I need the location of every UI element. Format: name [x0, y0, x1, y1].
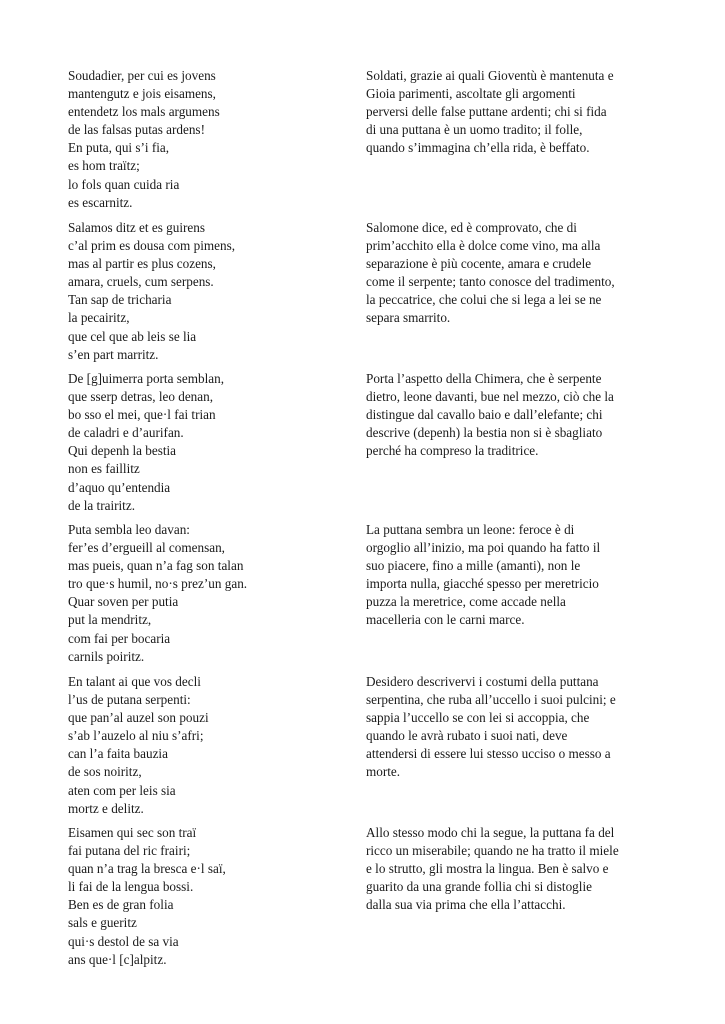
translation-line: come il serpente; tanto conosce del tradimento,: [366, 274, 615, 290]
translation-paragraph: [366, 673, 666, 782]
translation-line: descrive (depenh) la bestia non si è sbagliato: [366, 425, 603, 441]
translation-paragraph: [366, 370, 666, 460]
verse-line: De [g]uimerra porta semblan,: [68, 371, 224, 386]
translation-line: e lo strutto, gli mostra la lingua. Ben è salvo e: [366, 861, 609, 877]
verse-line: aten com per leis sia: [68, 782, 176, 798]
translation-paragraph: [366, 219, 666, 328]
verse-line: entendetz los mals argumens: [68, 104, 220, 120]
verse-line: En talant ai que vos decli: [68, 674, 201, 689]
translation-line: Porta l’aspetto della Chimera, che è serpente: [366, 371, 602, 386]
translation-line: Salomone dice, ed è comprovato, che di: [366, 220, 577, 235]
original-stanza: [68, 370, 338, 515]
translation-line: puzza la meretrice, come accade nella: [366, 594, 566, 610]
verse-line: que cel que ab leis se lia: [68, 328, 197, 344]
verse-line: de sos noiritz,: [68, 764, 142, 780]
verse-line: fai putana del ric frairi;: [68, 843, 191, 859]
verse-line: com fai per bocaria: [68, 630, 171, 646]
translation-line: dietro, leone davanti, bue nel mezzo, ciò che la: [366, 389, 614, 405]
verse-line: fer’es d’ergueill al comensan,: [68, 540, 225, 556]
verse-line: li fai de la lengua bossi.: [68, 879, 194, 895]
verse-line: Quar soven per putia: [68, 594, 179, 610]
original-stanza: [68, 521, 338, 666]
translation-line: la peccatrice, che colui che si lega a lei se ne: [366, 292, 602, 308]
translation-line: attendersi di essere lui stesso ucciso o messo a: [366, 746, 611, 762]
verse-line: l’us de putana serpenti:: [68, 692, 191, 708]
verse-line: que sserp detras, leo denan,: [68, 389, 214, 405]
verse-line: de caladri e d’aurifan.: [68, 425, 184, 441]
translation-line: La puttana sembra un leone: feroce è di: [366, 522, 575, 537]
verse-line: de la trairitz.: [68, 497, 135, 513]
translation-line: separa smarrito.: [366, 310, 451, 326]
translation-line: prim’acchito ella è dolce come vino, ma alla: [366, 238, 601, 254]
verse-line: can l’a faita bauzia: [68, 746, 168, 762]
original-stanza: [68, 219, 338, 364]
translation-line: guarito da una grande follia chi si distoglie: [366, 879, 592, 895]
translation-line: perché ha compreso la traditrice.: [366, 443, 539, 459]
translation-line: perversi delle false puttane ardenti; chi si fida: [366, 104, 607, 120]
verse-line: mas al partir es plus cozens,: [68, 256, 216, 272]
verse-line: Ben es de gran folia: [68, 897, 174, 913]
translation-line: dalla sua via prima che ella l’attacchi.: [366, 897, 566, 913]
verse-line: Puta sembla leo davan:: [68, 522, 190, 537]
translation-line: suo piacere, fino a mille (amanti), non le: [366, 558, 581, 574]
translation-line: distingue dal cavallo baio e dall’elefante; chi: [366, 407, 603, 423]
original-stanza: [68, 67, 338, 212]
verse-line: que pan’al auzel son pouzi: [68, 710, 209, 726]
translation-line: morte.: [366, 764, 401, 780]
verse-line: d’aquo qu’entendia: [68, 479, 171, 495]
original-stanza: [68, 673, 338, 818]
verse-line: tro que·s humil, no·s prez’un gan.: [68, 576, 248, 592]
verse-line: sals e gueritz: [68, 915, 137, 931]
verse-line: qui·s destol de sa via: [68, 933, 179, 949]
translation-paragraph: [366, 521, 666, 630]
verse-line: Eisamen qui sec son traï: [68, 825, 197, 840]
translation-line: macelleria con le carni marce.: [366, 612, 525, 628]
translation-paragraph: [366, 67, 666, 157]
verse-line: non es faillitz: [68, 461, 140, 477]
translation-line: serpentina, che ruba all’uccello i suoi pulcini; e: [366, 692, 616, 708]
verse-line: es escarnitz.: [68, 194, 133, 210]
translation-line: sappia l’uccello se con lei si accoppia, che: [366, 710, 590, 726]
translation-line: separazione è più cocente, amara e crudele: [366, 256, 592, 272]
verse-line: Salamos ditz et es guirens: [68, 220, 205, 235]
verse-line: la pecairitz,: [68, 310, 130, 326]
verse-line: amara, cruels, cum serpens.: [68, 274, 214, 290]
verse-line: ans que·l [c]alpitz.: [68, 951, 167, 967]
translation-line: Allo stesso modo chi la segue, la puttana fa del: [366, 825, 615, 840]
translation-line: Soldati, grazie ai quali Gioventù è mantenuta e: [366, 68, 614, 83]
verse-line: quan n’a trag la bresca e·l saï,: [68, 861, 226, 877]
verse-line: s’ab l’auzelo al niu s’afri;: [68, 728, 204, 744]
verse-line: bo sso el mei, que·l fai trian: [68, 407, 216, 423]
verse-line: mortz e delitz.: [68, 800, 144, 816]
verse-line: Qui depenh la bestia: [68, 443, 177, 459]
translation-line: quando s’immagina ch’ella rida, è beffato.: [366, 140, 590, 156]
translation-line: Desidero descrivervi i costumi della puttana: [366, 674, 599, 689]
translation-line: di una puttana è un uomo tradito; il folle,: [366, 122, 583, 138]
verse-line: de las falsas putas ardens!: [68, 122, 205, 138]
verse-line: En puta, qui s’i fia,: [68, 140, 170, 156]
original-stanza: [68, 824, 338, 969]
translation-line: ricco un miserabile; quando ne ha tratto il miele: [366, 843, 619, 859]
translation-paragraph: [366, 824, 666, 914]
verse-line: lo fols quan cuida ria: [68, 176, 180, 192]
verse-line: Tan sap de tricharia: [68, 292, 172, 308]
verse-line: c’al prim es dousa com pimens,: [68, 238, 236, 254]
verse-line: Soudadier, per cui es jovens: [68, 68, 216, 83]
translation-line: Gioia parimenti, ascoltate gli argomenti: [366, 86, 576, 102]
translation-line: importa nulla, giacché spesso per meretricio: [366, 576, 599, 592]
verse-line: mas pueis, quan n’a fag son talan: [68, 558, 244, 574]
translation-line: orgoglio all’inizio, ma poi quando ha fatto il: [366, 540, 601, 556]
translation-line: quando le avrà rubato i suoi nati, deve: [366, 728, 568, 744]
verse-line: put la mendritz,: [68, 612, 152, 628]
verse-line: es hom traïtz;: [68, 158, 140, 174]
verse-line: carnils poiritz.: [68, 648, 145, 664]
verse-line: mantengutz e jois eisamens,: [68, 86, 216, 102]
verse-line: s’en part marritz.: [68, 346, 159, 362]
